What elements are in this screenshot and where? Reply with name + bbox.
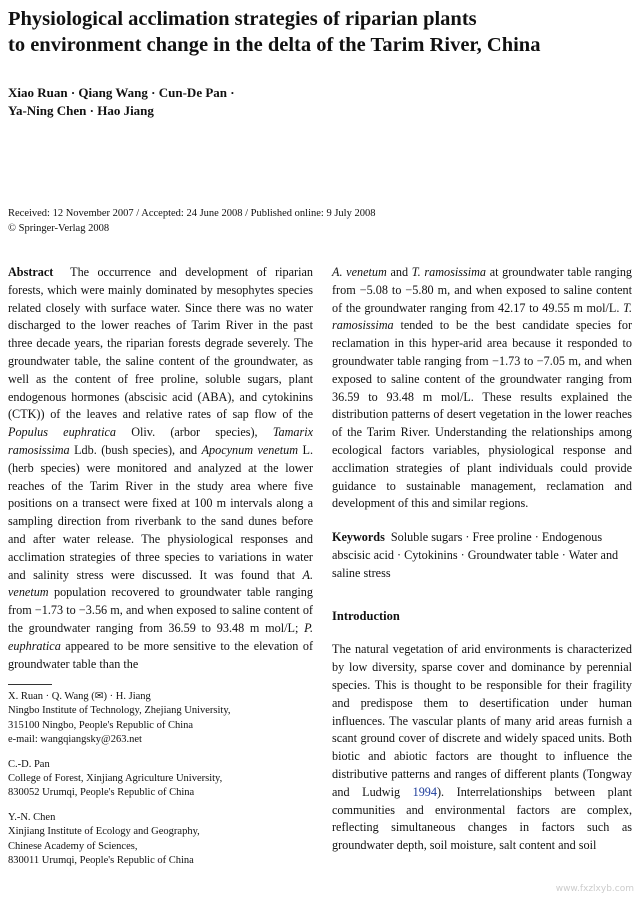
affiliation-block bbox=[8, 811, 313, 869]
species-name: Populus euphratica bbox=[8, 425, 116, 440]
abstract-text: L. (herb species) were monitored and analyzed at the lower reaches of the Tarim River in the study area where five positions on a transect were fixed at 100 m intervals along a sampling direction from riverbank to the sand dunes before and after water release. The physiological responses and acclimation strategies of three species to variations in water and salinity stress were discussed. It was found that bbox=[8, 442, 314, 582]
affiliation-line: Chinese Academy of Sciences, bbox=[8, 840, 138, 852]
abstract-text: Ldb. (bush species), and bbox=[74, 442, 198, 457]
species-name: A. venetum bbox=[332, 265, 387, 279]
watermark: www.fxzlxyb.com bbox=[555, 884, 634, 894]
abstract-text: Oliv. (arbor species), bbox=[131, 425, 258, 440]
title-line-1: Physiological acclimation strategies of riparian plants bbox=[8, 8, 477, 30]
abstract-text: appeared to be more sensitive to the elevation of groundwater table than the bbox=[8, 638, 313, 671]
abstract-paragraph-left bbox=[8, 264, 313, 673]
species-name: A. venetum bbox=[8, 567, 313, 600]
affiliation-authors: C.-D. Pan bbox=[8, 758, 50, 770]
affiliation-authors: Y.-N. Chen bbox=[8, 811, 56, 823]
abstract-text: at groundwater table ranging from −5.08 to −5.80 m, and when exposed to saline content of the groundwater ranging from 42.17 to 49.55 m mol/L. bbox=[332, 265, 633, 315]
introduction-text: The natural vegetation of arid environments is characterized by low diversity, sparse cover and dominance by perennial species. This is thought to be responsible for their fragility and predispose them to desertification under human influences. The vascular plants of many arid areas furnish a scant ground cover of discrete and widely spaced units. Both biotic and abiotic factors are thought to influence the distributive patterns and ranges of different plants (Tongway and Ludwig bbox=[332, 642, 632, 799]
affiliation-line: 830052 Urumqi, People's Republic of China bbox=[8, 787, 195, 799]
introduction-paragraph bbox=[332, 641, 632, 855]
authors-line-2: Ya-Ning Chen · Hao Jiang bbox=[8, 103, 154, 118]
affiliation-line: College of Forest, Xinjiang Agriculture University, bbox=[8, 773, 223, 785]
affiliation-line: 830011 Urumqi, People's Republic of China bbox=[8, 855, 194, 867]
publication-history bbox=[8, 206, 508, 236]
article-title bbox=[8, 6, 628, 58]
citation-link[interactable]: 1994 bbox=[412, 784, 437, 799]
right-column bbox=[332, 264, 632, 855]
left-column bbox=[8, 264, 313, 673]
abstract-text: population recovered to groundwater table ranging from −1.73 to −3.56 m, and when exposed to saline content of the groundwater ranging from 36.59 to 93.48 m mol/L; bbox=[8, 585, 313, 635]
keywords-label: Keywords bbox=[332, 530, 385, 545]
species-name: P. euphratica bbox=[8, 620, 313, 653]
title-line-2: to environment change in the delta of the Tarim River, China bbox=[8, 34, 541, 56]
keywords-text: Soluble sugars · Free proline · Endogenous abscisic acid · Cytokinins · Groundwater table · Water and saline stress bbox=[332, 530, 619, 580]
species-name: T. ramosissima bbox=[332, 300, 632, 333]
footnote-rule bbox=[8, 684, 52, 685]
affiliation-block bbox=[8, 758, 313, 801]
abstract-text: and bbox=[390, 265, 409, 279]
abstract-text: tended to be the best candidate species for reclamation in this hyper-arid area because it responded to groundwater table ranging from −1.73 to −7.05 m, and when exposed to saline content of the groundwater ranging from 36.59 to 93.48 m mol/L. These results explained the distribution patterns of desert vegetation in the lower reaches of the Tarim River. Understanding the relationships among ecological factors variables, physiological response and acclimation strategies of plant individuals could provide guidance to sustainable management, reclamation and development of this and similar regions. bbox=[332, 318, 633, 511]
author-list bbox=[8, 84, 408, 120]
species-name: Apocynum venetum bbox=[201, 442, 299, 457]
affiliation-line: Xinjiang Institute of Ecology and Geography, bbox=[8, 826, 200, 838]
email-link[interactable]: e-mail: wangqiangsky@263.net bbox=[8, 734, 142, 746]
copyright-line: © Springer-Verlag 2008 bbox=[8, 223, 110, 234]
affiliation-authors: X. Ruan · Q. Wang (✉) · H. Jiang bbox=[8, 691, 151, 702]
species-name: T. ramosissima bbox=[411, 265, 486, 279]
affiliation-line: 315100 Ningbo, People's Republic of China bbox=[8, 719, 194, 731]
author-affiliations bbox=[8, 690, 313, 878]
affiliation-line: Ningbo Institute of Technology, Zhejiang University, bbox=[8, 705, 231, 717]
received-dates: Received: 12 November 2007 / Accepted: 24 June 2008 / Published online: 9 July 2008 bbox=[8, 208, 376, 219]
abstract-paragraph-right bbox=[332, 264, 632, 513]
keywords bbox=[332, 529, 632, 582]
affiliation-block bbox=[8, 690, 313, 748]
authors-line-1: Xiao Ruan · Qiang Wang · Cun-De Pan · bbox=[8, 85, 235, 100]
abstract-label: Abstract bbox=[8, 265, 54, 279]
abstract-text: The occurrence and development of riparian forests, which were mainly dominated by mesophytes species related closely with surface water. Since there was no water discharged to the lower reaches of Tarim River in the past three decade years, the riparian forests degrade severely. The groundwater table, the saline content of the groundwater, as well as the content of free proline, soluble sugars, plant endogenous hormones (abscisic acid (ABA), and cytokinins (CTK)) of the leaves and relative rates of sap flow of the bbox=[8, 265, 313, 422]
introduction-heading: Introduction bbox=[332, 608, 400, 623]
species-name: Tamarix ramosissima bbox=[8, 425, 314, 457]
introduction-text: ). Interrelationships between plant communities and environmental factors are complex, reflecting simultaneous changes in factors such as groundwater depth, soil moisture, salt content and soil bbox=[332, 784, 632, 853]
